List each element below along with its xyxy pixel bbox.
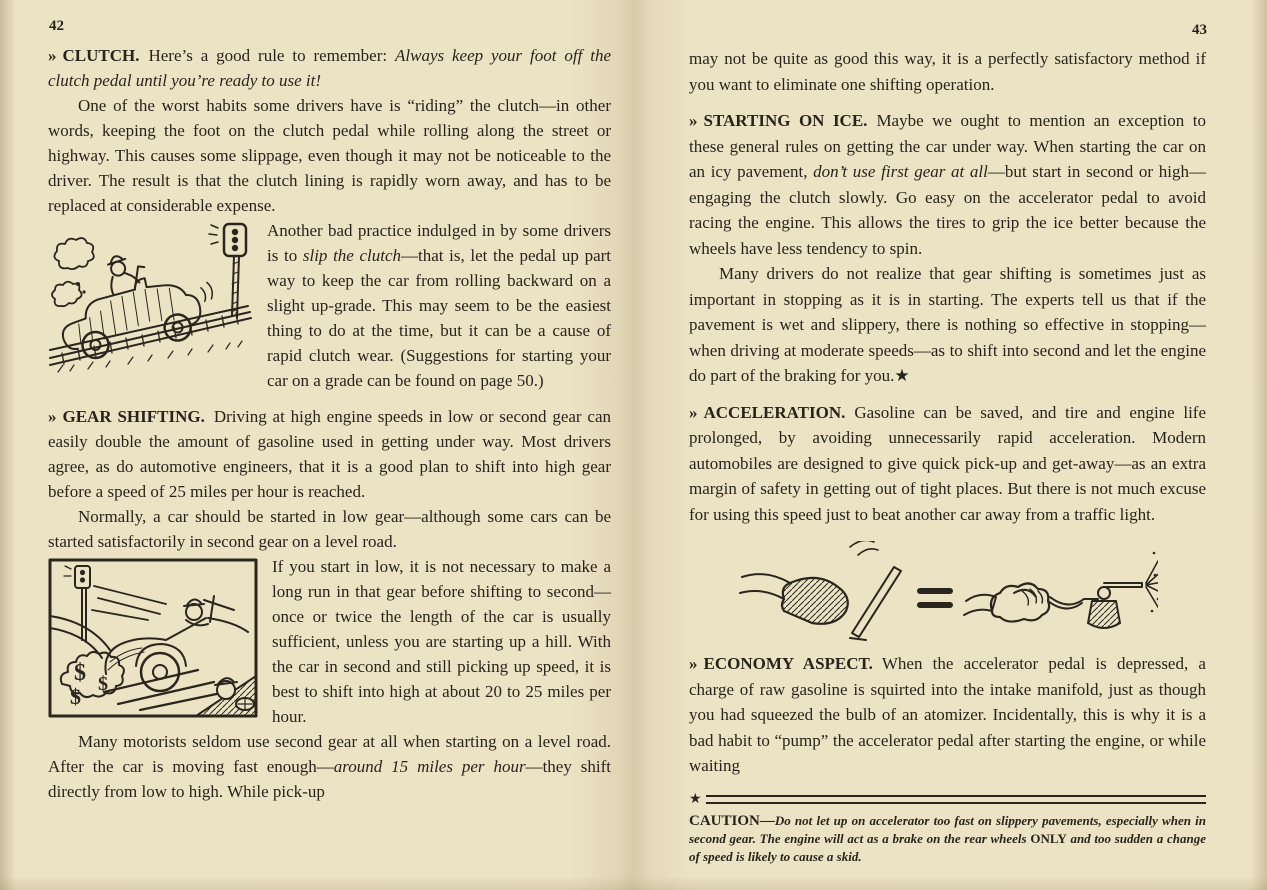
star-icon: ★ — [689, 791, 702, 807]
dollar-cloud-icon — [61, 652, 124, 709]
acceleration-text: Gasoline can be saved, and tire and engine life prolonged, by avoiding unnecessarily rapid acceleration. Modern automobiles are designed to give quick pick-up and get-away—as an extra margin of safety in getting out of tight places. But there is not much excuse for using this speed just to beat another car away from a traffic light. — [689, 402, 1206, 524]
car-on-upgrade-drawing — [48, 222, 253, 374]
acceleration-heading: ACCELERATION. — [703, 402, 846, 422]
page-number-right: 43 — [1192, 22, 1207, 38]
many-text-italic: around 15 miles per hour — [333, 757, 526, 776]
ice-text-1: Maybe we ought to mention an exception to these general rules on getting the car under way. When starting the car on an icy pavement, — [689, 111, 1206, 181]
slip-text-2: —that is, let the pedal up part way to keep the car from rolling backward on a slight up-grade. This may seem to be the easiest thing to do at the time, but it can be a cause of rapid clutch wear. (Suggestions for starting your car on a grade can be found on page 50.) — [267, 246, 611, 390]
caution-text — [689, 812, 1206, 866]
caution-italic-1: Do not let up on accelerator too fast on slippery pavements, especially when in second gear. The engine will act as a brake on the rear wheels — [689, 812, 1206, 846]
stopping-paragraph: Many drivers do not realize that gear shifting is sometimes just as important in stopping as it is in starting. The experts tell us that if the pavement is wet and slippery, there is nothing so effective in stopping—when driving at moderate speeds—as to shift into second and let the engine do part of the braking for you.★ — [689, 264, 1206, 385]
continuation-paragraph: may not be quite as good this way, it is a perfectly satisfactory method if you want to eliminate one shifting operation. — [689, 49, 1206, 94]
gear-normally-paragraph: Normally, a car should be started in low gear—although some cars can be started satisfactorily in second gear on a level road. — [48, 507, 611, 551]
hand-atomizer-icon — [964, 583, 1142, 628]
section-marker-icon: » — [689, 654, 697, 673]
gear-low-block — [48, 554, 611, 729]
section-marker-icon: » — [689, 111, 697, 130]
caution-footnote — [689, 793, 1206, 866]
clutch-intro-paragraph — [48, 43, 611, 93]
caution-italic-2: and too sudden a change of speed is likely to cause a skid. — [689, 831, 1206, 864]
acceleration-paragraph — [689, 400, 1206, 528]
caution-label: CAUTION— — [689, 812, 775, 829]
page-right-content — [689, 46, 1206, 865]
page-left-content — [48, 43, 611, 804]
pedal-atomizer-drawing — [738, 541, 1158, 641]
traffic-light-icon — [64, 566, 90, 642]
starting-on-ice-heading: STARTING ON ICE. — [703, 111, 868, 130]
clutch-heading: CLUTCH. — [62, 46, 140, 65]
economy-aspect-paragraph — [689, 651, 1206, 779]
gear-shifting-intro-text: Driving at high engine speeds in low or second gear can easily double the amount of gasoline used in getting under way. Most drivers agree, as do automotive engineers, that it is a good plan to shift into high gear before a speed of 25 miles per hour is reached. — [48, 407, 611, 501]
traffic-light-icon — [209, 224, 246, 318]
clutch-riding-paragraph: One of the worst habits some drivers have is “riding” the clutch—in other words, keeping the foot on the clutch pedal while rolling along the street or highway. This causes some slippage, even though it may not be noticeable to the driver. The result is that the clutch lining is rapidly worn away, and has to be replaced at considerable expense. — [48, 96, 611, 215]
gear-shifting-heading: GEAR SHIFTING. — [62, 407, 205, 426]
equals-sign — [920, 591, 950, 605]
car-shifting-drawing — [48, 558, 258, 718]
dollar-sign: $ — [74, 660, 86, 686]
economy-aspect-heading: ECONOMY ASPECT. — [703, 654, 873, 673]
curb-line — [50, 616, 110, 658]
section-marker-icon: » — [48, 407, 56, 426]
starting-on-ice-paragraph — [689, 108, 1206, 261]
caution-only: ONLY — [1030, 831, 1067, 846]
ice-text-2: —but start in second or high—engaging the clutch slowly. Go easy on the accelerator pedal to avoid racing the engine. This allows the tires to grip the ice better because the wheels have less tendency to spin. — [689, 162, 1206, 258]
clutch-intro-rule: Always keep your foot off the clutch pedal until you’re ready to use it! — [48, 46, 611, 90]
exhaust-cloud-icon — [52, 238, 94, 306]
double-rule — [706, 795, 1206, 804]
speed-lines — [92, 586, 166, 620]
clutch-intro-text: Here’s a good rule to remember: — [148, 46, 395, 65]
illustration-car-shifting — [48, 558, 258, 718]
slip-text-1: Another bad practice indulged in by some drivers is to — [267, 221, 611, 265]
foot-pedal-icon — [740, 541, 901, 640]
illustration-car-on-upgrade — [48, 222, 253, 374]
dollar-sign: $ — [98, 673, 108, 695]
illustration-pedal-atomizer — [689, 541, 1206, 641]
gear-shifting-intro-paragraph — [48, 404, 611, 504]
gear-low-paragraph: If you start in low, it is not necessary to make a long run in that gear before shifting to second—once or twice the length of the car is usually sufficient, unless you are starting up a hill. With the car in second and still picking up speed, it is best to shift into high at about 20 to 25 miles per hour. — [272, 557, 611, 726]
spray-icon — [1146, 552, 1158, 613]
economy-aspect-text: When the accelerator pedal is depressed, a charge of raw gasoline is squirted into the intake manifold, just as though you had squeezed the bulb of an atomizer. Incidentally, this is why it is a bad habit to “pump” the accelerator pedal after starting the engine, or while waiting — [689, 654, 1206, 775]
footnote-rule-row — [689, 793, 1206, 807]
many-text-1: Many motorists seldom use second gear at all when starting on a level road. After the car is moving fast enough— — [48, 732, 611, 776]
section-marker-icon: » — [689, 402, 697, 422]
ice-text-italic: don’t use first gear at all — [813, 162, 988, 181]
section-marker-icon: » — [48, 46, 56, 65]
clutch-slip-block — [48, 218, 611, 393]
slip-text-italic: slip the clutch — [302, 246, 402, 265]
gear-many-paragraph — [48, 729, 611, 804]
dollar-sign: $ — [70, 684, 81, 709]
many-text-2: —they shift directly from low to high. While pick-up — [48, 757, 611, 801]
page-number-left: 42 — [49, 18, 64, 34]
